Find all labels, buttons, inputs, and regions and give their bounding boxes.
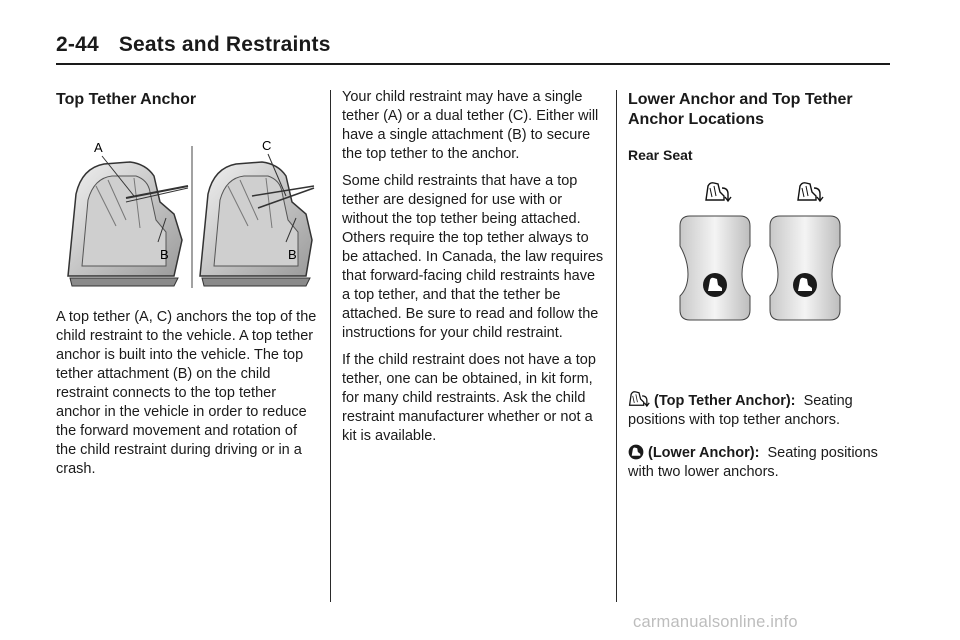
top-tether-figure xyxy=(56,116,318,296)
column-2 xyxy=(342,88,604,454)
watermark: carmanualsonline.info xyxy=(633,613,798,631)
top-tether-anchor-icon xyxy=(706,183,731,201)
column-1 xyxy=(56,88,318,487)
page-number: 2-44 xyxy=(56,33,99,56)
header-rule xyxy=(56,63,890,65)
lower-anchor-icon xyxy=(703,273,727,297)
label-b-left: B xyxy=(160,247,169,262)
tether-kit-paragraph: If the child restraint does not have a top tether, one can be obtained, in kit form, for many child restraints. Ask the child restraint manufacturer whether or not a kit is available. xyxy=(342,352,596,444)
rear-seat-subheading: Rear Seat xyxy=(628,147,693,163)
definition-term: (Top Tether Anchor): xyxy=(654,393,796,409)
top-tether-anchor-icon xyxy=(798,183,823,201)
column-divider-2 xyxy=(616,90,617,602)
lower-anchor-icon xyxy=(793,273,817,297)
seat-position-left xyxy=(680,183,750,320)
definition-term: (Lower Anchor): xyxy=(648,445,760,461)
lower-anchor-icon xyxy=(628,444,644,460)
header-text xyxy=(56,33,888,57)
page-header xyxy=(56,33,888,57)
anchor-locations-heading: Lower Anchor and Top Tether Anchor Locations xyxy=(628,91,853,128)
tether-types-paragraph: Your child restraint may have a single tether (A) or a dual tether (C). Either will have a single attachment (B) to secure the top tether to the anchor. xyxy=(342,89,599,162)
lower-anchor-definition xyxy=(628,444,892,482)
top-tether-anchor-definition xyxy=(628,390,892,430)
tether-requirement-paragraph: Some child restraints that have a top tether are designed for use with or without the top tether being attached. Others require the top tether always to be attached. In Canada, the law requires that forward-facing child restraints have a top tether, and that the tether be attached. Be sure to read and follow the instructions for your child restraint. xyxy=(342,173,604,341)
top-tether-anchor-icon xyxy=(628,390,650,408)
column-divider-1 xyxy=(330,90,331,602)
label-c: C xyxy=(262,138,272,153)
label-a: A xyxy=(94,140,103,155)
child-seat-dual-tether xyxy=(200,138,314,286)
definition-text: Seating positions with top tether anchors. xyxy=(628,393,853,428)
seat-position-right xyxy=(770,183,840,320)
child-seat-single-tether xyxy=(68,140,188,286)
label-b-right: B xyxy=(288,247,297,262)
section-title: Seats and Restraints xyxy=(118,33,331,56)
top-tether-description: A top tether (A, C) anchors the top of the child restraint to the vehicle. A top tether anchor is built into the vehicle. The top tether attachment (B) on the child restraint connects to the top tether anchor in the vehicle in order to reduce the forward movement and rotation of the child restraint during driving or in a crash. xyxy=(56,309,317,477)
top-tether-heading: Top Tether Anchor xyxy=(56,91,197,108)
rear-seat-figure xyxy=(628,174,892,344)
definition-text: Seating positions with two lower anchors. xyxy=(628,445,878,480)
column-3 xyxy=(628,88,892,490)
